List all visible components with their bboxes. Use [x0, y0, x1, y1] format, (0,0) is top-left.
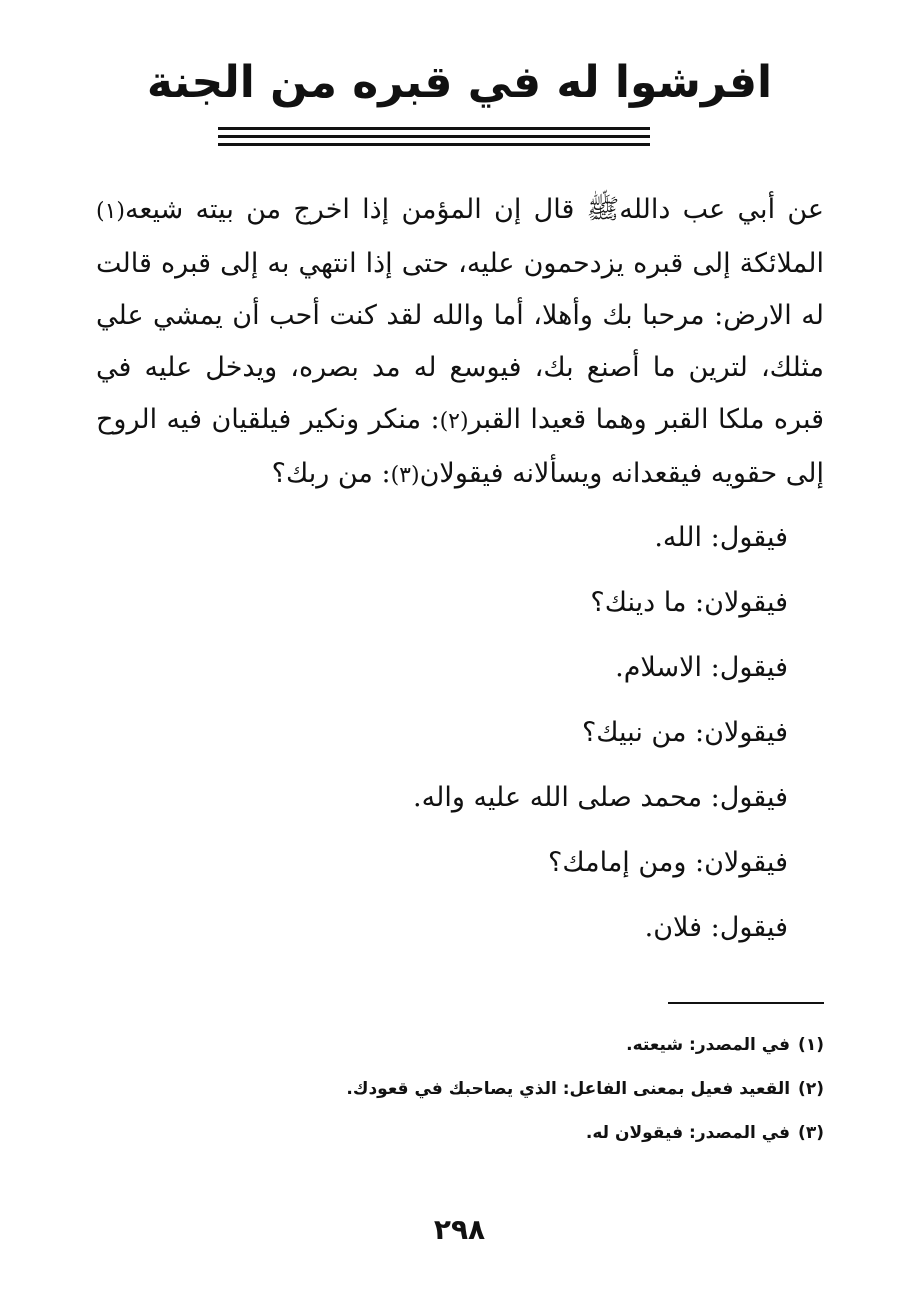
narration-part-1: عن أبي عب داللهﷺ قال إن المؤمن إذا اخرج من بيته شيعه — [125, 194, 824, 225]
dialogue-line: فيقول: فلان. — [644, 912, 788, 943]
footnote-number: (٢) — [798, 1079, 824, 1099]
title-rule-top — [218, 127, 650, 130]
dialogue-line: فيقول: الاسلام. — [615, 652, 788, 683]
narration-part-3: : منكر ونكير فيلقيان فيه الروح إلى حقويه فيقعدانه ويسألانه فيقولان — [96, 404, 824, 489]
footnote-ref-1: (١) — [96, 199, 126, 224]
dialogue-line: فيقولان: ومن إمامك؟ — [548, 847, 788, 878]
footnote-text: في المصدر: فيقولان له. — [585, 1123, 791, 1143]
footnote-number: (١) — [798, 1035, 824, 1055]
page-number: ٢٩٨ — [433, 1213, 486, 1246]
footnote-text: في المصدر: شيعته. — [626, 1035, 791, 1055]
dialogue-line: فيقول: محمد صلى الله عليه واله. — [413, 782, 788, 813]
footnote-ref-2: (٢) — [439, 409, 469, 434]
footnote-ref-3: (٣) — [390, 463, 420, 488]
footnote-number: (٣) — [798, 1123, 824, 1143]
dialogue-list — [96, 505, 788, 960]
narration-part-2: الملائكة إلى قبره يزدحمون عليه، حتى إذا انتهي به إلى قبره قالت له الارض: مرحبا بك وأهلا، أما والله لقد كنت أحب أن يمشي علي مثلك، لترين ما أصنع بك، فيوسع له مد بصره، ويدخل عليه في قبره ملكا القبر وهما قعيدا القبر — [96, 248, 824, 435]
narration-paragraph — [96, 184, 824, 502]
dialogue-line: فيقولان: ما دينك؟ — [590, 587, 788, 618]
footnote-item — [96, 1113, 824, 1157]
narration-part-4: : من ربك؟ — [271, 458, 391, 489]
dialogue-line: فيقولان: من نبيك؟ — [581, 717, 788, 748]
title-rule-bottom — [218, 143, 650, 146]
footnote-separator — [668, 1002, 824, 1004]
footnote-item — [96, 1025, 824, 1069]
title-rule-middle — [218, 135, 650, 138]
footnote-text: القعيد فعيل بمعنى الفاعل: الذي يصاحبك في قعودك. — [346, 1079, 791, 1099]
footnote-item — [96, 1069, 824, 1113]
chapter-title: افرشوا له في قبره من الجنة — [146, 57, 773, 108]
dialogue-line: فيقول: الله. — [654, 522, 788, 553]
footnotes-list — [96, 1025, 824, 1157]
